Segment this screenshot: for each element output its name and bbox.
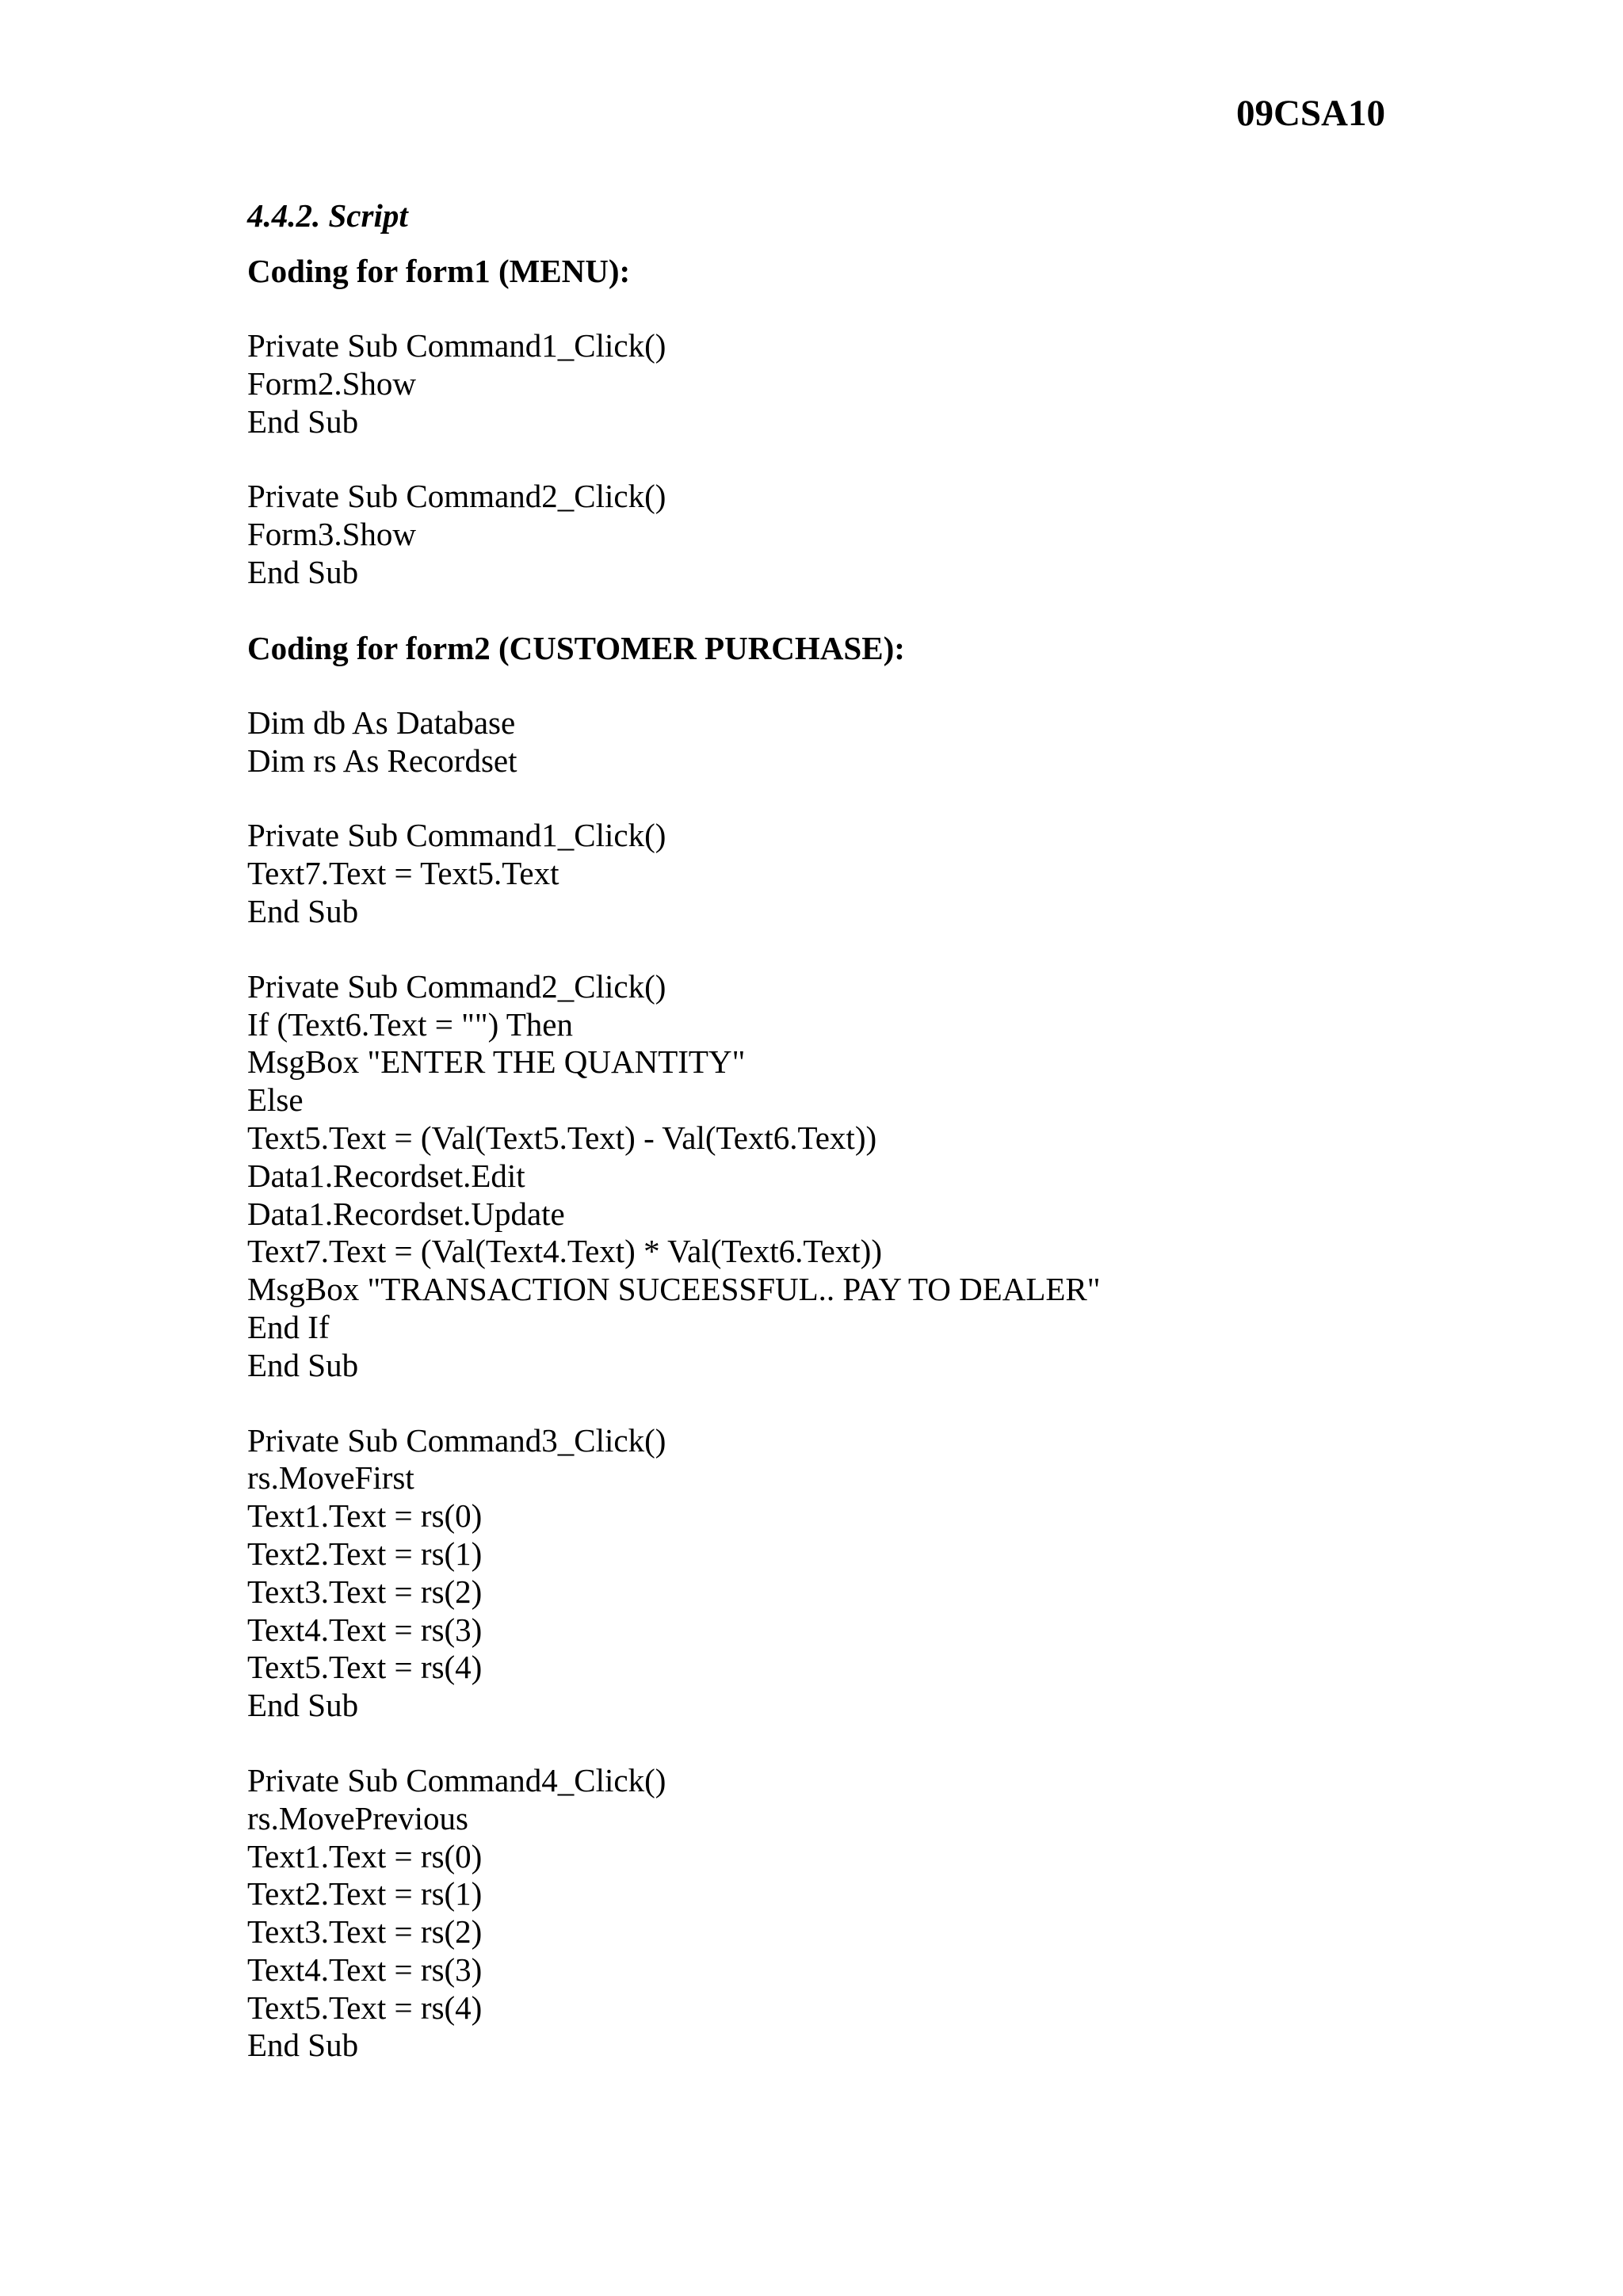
code-line: rs.MovePrevious: [247, 1799, 469, 1836]
code-block: [247, 1762, 1436, 2065]
code-line: Text1.Text = rs(0): [247, 1837, 483, 1875]
code-line: Text5.Text = rs(4): [247, 1649, 483, 1686]
code-block: [247, 817, 1436, 930]
code-line: End Sub: [247, 892, 359, 929]
code-block: [247, 478, 1436, 591]
code-line: Text7.Text = (Val(Text4.Text) * Val(Text6.Text)): [247, 1233, 882, 1270]
code-line: Text1.Text = rs(0): [247, 1497, 483, 1535]
code-line: Text7.Text = Text5.Text: [247, 855, 559, 892]
code-line: Text2.Text = rs(1): [247, 1875, 483, 1913]
code-line: Text3.Text = rs(2): [247, 1913, 483, 1951]
code-line: Dim db As Database: [247, 704, 516, 741]
code-line: End Sub: [247, 402, 359, 440]
code-line: Else: [247, 1081, 304, 1119]
form2-heading: Coding for form2 (CUSTOMER PURCHASE):: [247, 629, 905, 666]
code-line: End Sub: [247, 1346, 359, 1383]
code-line: Private Sub Command1_Click(): [247, 327, 666, 364]
code-line: Private Sub Command2_Click(): [247, 478, 666, 515]
code-line: Text5.Text = rs(4): [247, 1989, 483, 2026]
code-line: Text5.Text = (Val(Text5.Text) - Val(Text6.Text)): [247, 1119, 877, 1156]
code-line: MsgBox "ENTER THE QUANTITY": [247, 1043, 746, 1081]
code-line: MsgBox "TRANSACTION SUCEESSFUL.. PAY TO DEALER": [247, 1271, 1101, 1308]
code-line: End Sub: [247, 1687, 359, 1724]
code-block: [247, 327, 1436, 441]
code-line: Private Sub Command3_Click(): [247, 1421, 666, 1459]
code-line: Text3.Text = rs(2): [247, 1573, 483, 1610]
code-block: [247, 704, 1436, 780]
code-line: Text4.Text = rs(3): [247, 1951, 483, 1988]
form1-code: [247, 327, 1436, 629]
code-line: Form2.Show: [247, 364, 417, 402]
code-line: End Sub: [247, 2027, 359, 2064]
code-line: Private Sub Command2_Click(): [247, 967, 666, 1005]
form1-heading: Coding for form1 (MENU):: [247, 253, 631, 289]
code-line: Text2.Text = rs(1): [247, 1535, 483, 1572]
code-line: End Sub: [247, 553, 359, 590]
code-line: Data1.Recordset.Update: [247, 1195, 565, 1232]
code-block: [247, 968, 1436, 1385]
page-content: [247, 196, 1436, 2102]
code-line: Dim rs As Recordset: [247, 742, 517, 779]
document-code: 09CSA10: [1235, 93, 1385, 134]
code-line: Private Sub Command1_Click(): [247, 817, 666, 854]
code-block: [247, 1422, 1436, 1725]
code-line: Private Sub Command4_Click(): [247, 1761, 666, 1798]
code-line: Text4.Text = rs(3): [247, 1611, 483, 1648]
section-title: 4.4.2. Script: [247, 197, 408, 234]
code-line: End If: [247, 1308, 330, 1345]
code-line: rs.MoveFirst: [247, 1459, 414, 1497]
code-line: If (Text6.Text = "") Then: [247, 1005, 574, 1043]
form2-code: [247, 704, 1436, 2103]
code-line: Form3.Show: [247, 516, 417, 553]
code-line: Data1.Recordset.Edit: [247, 1157, 525, 1194]
